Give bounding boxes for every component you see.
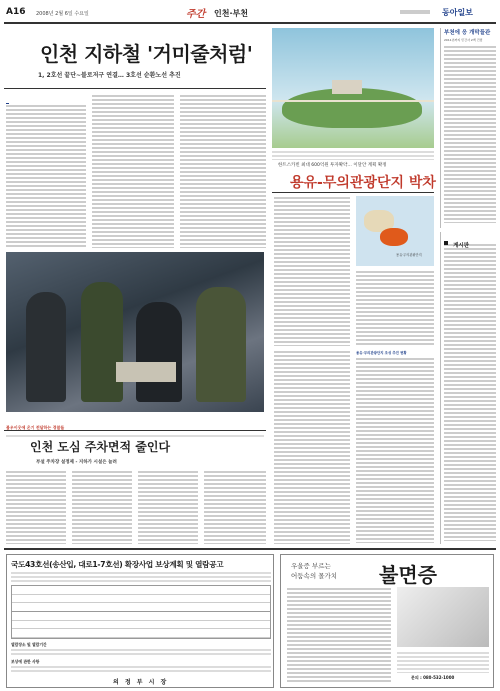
rendering-caption [272, 150, 434, 160]
news-photo [6, 252, 264, 412]
notice-body [444, 243, 496, 541]
section-brand: 주간 [186, 9, 206, 20]
ad-kicker-row1 [291, 561, 331, 570]
resort-body-col2 [356, 270, 434, 346]
column-sub: 2011년까지 민간사 2백 건립 [444, 38, 483, 42]
notice-board [440, 232, 496, 544]
page-header [0, 0, 500, 22]
parking-rule [4, 430, 266, 431]
resort-kicker: 한트스카빈 최대 600억원 투자확약… 이달안 계획 확정 [278, 163, 387, 168]
column-title: 부천에 응 개막들관 [444, 30, 491, 36]
issue-date: 2008년 2월 6일 수요일 [36, 11, 89, 17]
notice-title-row [444, 232, 496, 249]
header-rule [4, 22, 496, 24]
ad-footer: 의 정 부 시 장 [113, 679, 169, 686]
photo-item [116, 362, 176, 382]
resort-rule [272, 192, 434, 193]
parking-body-col1 [6, 470, 66, 544]
ad-section3-text [11, 665, 271, 674]
parking-headline: 인천 도심 주차면적 줄인다 [30, 440, 171, 454]
map-highlight [380, 228, 408, 246]
brand-logo: 동아일보 [442, 8, 473, 17]
ad-kicker-row2 [291, 571, 337, 580]
resort-body-col1 [274, 196, 350, 346]
ad-kicker2: 부르는 [311, 562, 331, 570]
parking-body-col3 [138, 470, 198, 544]
lead-rule [4, 88, 266, 89]
ad-title: 국도43호선(송산입, 대로1-7호선) 확장사업 보상계획 및 열람공고 [11, 560, 224, 569]
lead-bullet [6, 94, 86, 101]
lead-headline: 인천 지하철 '거미줄처럼' [40, 42, 253, 66]
ad-intro [11, 571, 271, 583]
ad-table [11, 585, 271, 639]
photo-figure [26, 292, 66, 402]
resort-headline: 용유-무의관광단지 박차 [290, 175, 436, 191]
resort-map [356, 196, 434, 266]
lead-body-col1 [6, 104, 86, 248]
parking-body-col4 [204, 470, 266, 544]
ad-section3: 보상에 관한 사항 [11, 659, 40, 664]
ad-product-text [397, 651, 489, 673]
notice-title: 게시판 [453, 243, 470, 249]
public-notice-ad [6, 554, 274, 688]
map-label: 용유·무의관광단지 [396, 253, 422, 257]
island-shape [282, 88, 422, 128]
parking-subheadline: 부설 주차장 설정제 - 지하가 시설은 늘려 [36, 460, 117, 465]
ad-copy [287, 587, 391, 683]
section-title: 인천·부천 [214, 9, 248, 18]
ad-divider [4, 548, 496, 550]
photo-caption-title: 불우이웃에 온기 전달하는 경찰들 [6, 425, 65, 430]
column-body [444, 45, 496, 223]
lead-body-col3 [180, 94, 266, 248]
resort-box [356, 350, 434, 544]
lead-body-col2 [92, 94, 174, 248]
bridge-shape [272, 100, 434, 102]
ad-kicker3: 어둠속의 [291, 572, 317, 580]
ad-kicker1: 우울증 [291, 562, 310, 570]
column-box [440, 28, 496, 228]
parking-body-col2 [72, 470, 132, 544]
resort-box-title: 용유·무의관광단지 조성 추진 현황 [356, 351, 407, 355]
page-number: A16 [6, 7, 26, 17]
lead-subheadline: 1, 2호선 끝단~블로저구 연결… 3호선 순환노선 추진 [38, 72, 181, 79]
ad-kicker4: 몰가치 [318, 572, 338, 580]
notice-marker [444, 241, 448, 245]
photo-figure [81, 282, 123, 402]
ad-section2: 열람장소 및 열람기간 [11, 642, 47, 647]
resort-rendering [272, 28, 434, 148]
ad-brand: 불면증 [379, 563, 437, 587]
photo-caption [6, 414, 264, 430]
ad-illustration [397, 587, 489, 647]
resort-buildings [332, 80, 362, 94]
header-meta [400, 10, 430, 14]
resort-body-col3 [274, 350, 350, 544]
resort-box-text [356, 357, 434, 543]
photo-figure [196, 287, 246, 402]
insomnia-ad [280, 554, 494, 688]
ad-section2-text [11, 648, 271, 657]
ad-phone: 문의 : 080-532-1000 [411, 675, 455, 680]
photo-figure [136, 302, 182, 402]
